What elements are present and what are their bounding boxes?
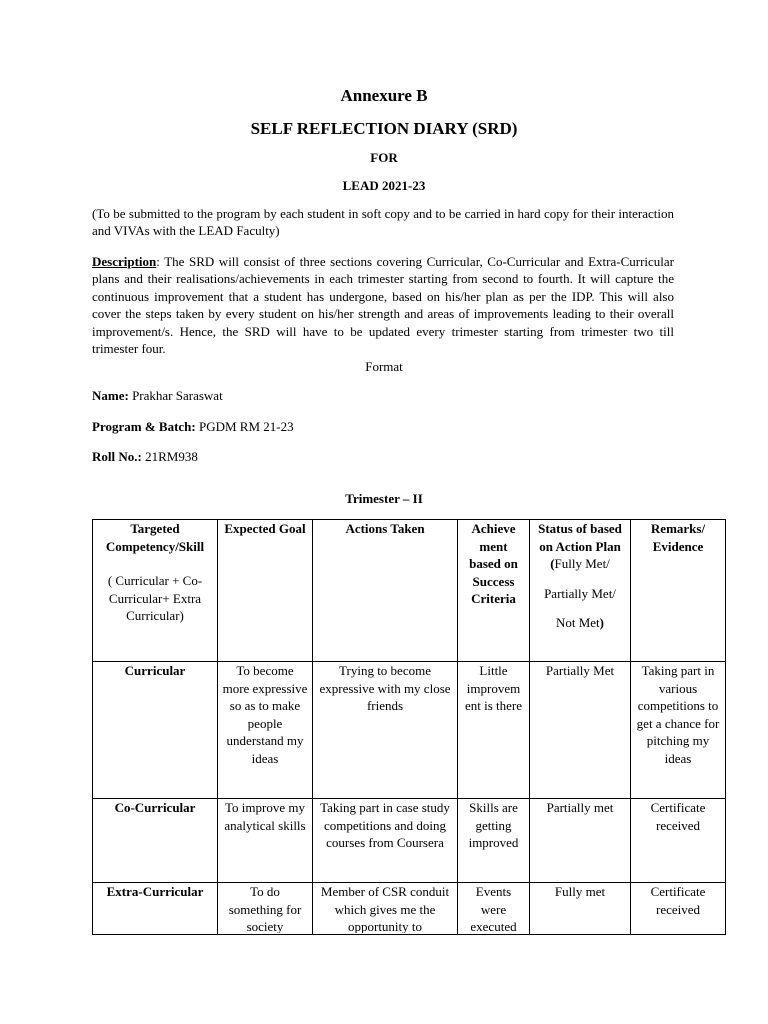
row-actions: Taking part in case study competitions and doing courses from Coursera: [313, 799, 458, 883]
row-competency: [93, 883, 218, 935]
for-heading: FOR: [370, 150, 398, 165]
name-label: Name:: [92, 388, 129, 403]
document-title: SELF REFLECTION DIARY (SRD): [250, 119, 518, 138]
header-status-not: Not Met: [555, 615, 600, 630]
row-goal-text: To do something for society: [228, 884, 302, 933]
srd-table: [92, 519, 726, 935]
header-actions: Actions Taken: [313, 520, 458, 662]
program-field: [92, 419, 294, 435]
header-goal: Expected Goal: [218, 520, 313, 662]
row-actions-text: Member of CSR conduit which gives me the opportunity to: [320, 884, 450, 933]
header-competency: [93, 520, 218, 662]
row-status-text: Fully met: [554, 884, 606, 899]
row-competency: Co-Curricular: [93, 799, 218, 883]
roll-field: [92, 449, 198, 465]
row-remarks-text: Certificate received: [650, 884, 706, 917]
header-status-close: ): [599, 615, 605, 630]
name-value: Prakhar Saraswat: [128, 388, 223, 403]
row-competency-text: Extra-Curricular: [106, 884, 204, 899]
table-row: [93, 883, 726, 935]
roll-value: 21RM938: [141, 449, 198, 464]
description-label: Description: [92, 254, 157, 269]
row-remarks: [631, 883, 726, 935]
program-value: PGDM RM 21-23: [195, 419, 294, 434]
row-achievement-text: Events were executed: [470, 884, 517, 933]
header-competency-title: Targeted Competency/Skill: [105, 521, 205, 554]
format-label: Format: [365, 359, 403, 374]
roll-label: Roll No.:: [92, 449, 142, 464]
row-goal: To become more expressive so as to make people understand my ideas: [218, 662, 313, 799]
row-achievement: [458, 883, 530, 935]
row-remarks: Taking part in various competitions to get a chance for pitching my ideas: [631, 662, 726, 799]
description-text: : The SRD will consist of three sections covering Curricular, Co-Curricular and Extra-Curricular plans and their realisations/achievements in each trimester starting from second to fourth. It will capture the continuous improvement that a student has undergone, based on his/her plan as per the IDP. This will also cover the steps taken by every student on his/her strength and areas of improvements leading to their overall improvement/s. Hence, the SRD will have to be updated every trimester starting from trimester two till trimester four.: [92, 254, 674, 357]
name-field: [92, 388, 223, 404]
header-status: [530, 520, 631, 662]
row-goal: [218, 883, 313, 935]
header-remarks: Remarks/ Evidence: [631, 520, 726, 662]
row-goal: To improve my analytical skills: [218, 799, 313, 883]
table-row: [93, 662, 726, 799]
row-actions: Trying to become expressive with my close friends: [313, 662, 458, 799]
table-header-row: [93, 520, 726, 662]
header-status-fully: Fully Met/: [554, 556, 610, 571]
row-status: Partially Met: [530, 662, 631, 799]
description-paragraph: [92, 253, 674, 357]
table-row: [93, 799, 726, 883]
row-competency: Curricular: [93, 662, 218, 799]
row-status: Partially met: [530, 799, 631, 883]
row-status: [530, 883, 631, 935]
submission-note: (To be submitted to the program by each student in soft copy and to be carried in hard copy for their interaction and VIVAs with the LEAD Faculty): [92, 206, 674, 239]
header-status-partially: Partially Met/: [544, 585, 616, 601]
lead-heading: LEAD 2021-23: [342, 178, 426, 193]
header-achievement: Achieve ment based on Success Criteria: [458, 520, 530, 662]
annexure-heading: Annexure B: [340, 86, 428, 105]
header-status-title: Status of based on Action Plan: [538, 521, 622, 554]
row-remarks: Certificate received: [631, 799, 726, 883]
program-label: Program & Batch:: [92, 419, 196, 434]
trimester-heading: Trimester – II: [345, 491, 423, 506]
row-achievement: Skills are getting improved: [458, 799, 530, 883]
row-achievement: Little improvem ent is there: [458, 662, 530, 799]
header-status-open: (: [550, 556, 555, 571]
row-actions: [313, 883, 458, 935]
header-competency-sub: ( Curricular + Co-Curricular+ Extra Curricular): [107, 573, 203, 623]
